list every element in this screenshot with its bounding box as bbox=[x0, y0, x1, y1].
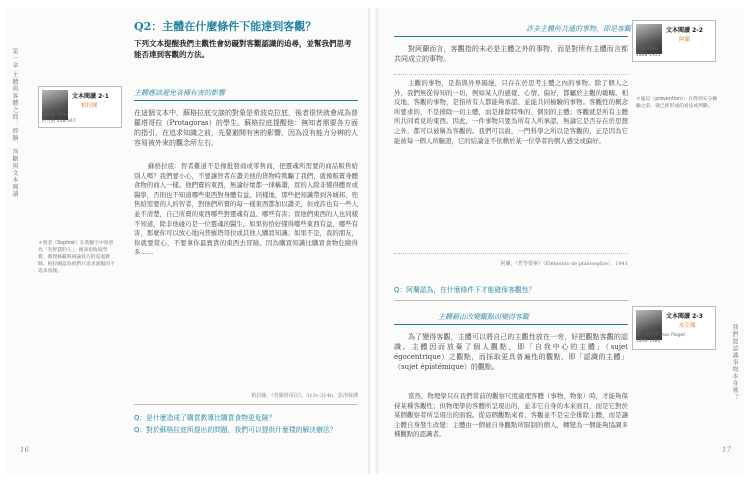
dialogue-text: 蘇格拉底：智者難道不是像批發商或零售商，把靈魂所需要的商品販售給別人嗎？我們要小心，不要讓智者在讚美他的貨物時欺騙了我們，就像販賣身體食物的商人一樣。他們賣的東西，無論好壞都一律稱讚，買的人除非懂得體育或醫學，否則也不知道哪些東西對身體有益。同樣地，那些把知識帶到各城邦、兜售給需要的人的智者，對他們所賣的每一樣東西都加以讚美，但或許也有一些人並不清楚，自己所賣的東西哪些對靈魂有益、哪些有害；買他們東西的人也同樣不知道，除非他碰巧是一位靈魂的醫生。如果你恰好懂得哪些東西有益、哪些有害，那麼你可以放心地向普羅塔哥拉或其他人購買知識；如果不是，我的朋友，你就要當心，不要拿你最寶貴的東西去冒險。因為購買知識比購買食物危險得多…… bbox=[134, 162, 358, 257]
section-heading: 主體應該避免各種有害的影響 bbox=[134, 89, 225, 97]
side-note: ＊偏見（prévention）：在得到充分檢驗之前，就已經形成的看法或判斷。 bbox=[636, 97, 718, 109]
card-author-name: 皮亞傑 bbox=[679, 323, 696, 329]
section-rule bbox=[394, 36, 628, 37]
card-meta: 阿蘭 Alain 1868-1951 bbox=[636, 47, 661, 58]
card-title: 文本閱讀 2-1 bbox=[72, 93, 109, 100]
card-author-name: 阿蘭 bbox=[679, 37, 691, 43]
intro-text: 下列文本提醒我們主觀性會妨礙對客觀認識的追尋，並幫我們思考能否達到客觀的方法。 bbox=[134, 39, 352, 59]
citation: 柏拉圖，《普羅塔哥拉》，313c-314b，彭清發譯 bbox=[251, 393, 358, 399]
question-2: Q：對於蘇格拉底所提出的問題，我們可以提供什麼樣的解決辦法？ bbox=[134, 426, 337, 434]
author-card bbox=[38, 86, 122, 128]
paragraph: 為了變得客觀，主體可以將自己的主觀性放在一旁，好把觀點客觀的認識。主體因而放棄了個人觀點，即「自我中心的主體」（sujet égocentrique）之觀點，而採取更具普遍性的觀點，即「認識的主體」（sujet épistémique）的觀點。 bbox=[394, 333, 628, 371]
section-heading: 主體藉由改變觀點而變得客觀 bbox=[438, 313, 529, 321]
page-number: 17 bbox=[722, 446, 731, 454]
section-rule bbox=[134, 100, 358, 101]
card-author-name: 柏拉圖 bbox=[81, 103, 98, 109]
page-number: 16 bbox=[20, 446, 29, 454]
book-gutter bbox=[368, 8, 378, 474]
divider bbox=[394, 300, 628, 301]
card-title: 文本閱讀 2-3 bbox=[666, 313, 703, 320]
section-heading: 許多主體所共通的事物，即是客觀 bbox=[526, 25, 631, 33]
running-head: 第一章 主體與客體之間：經驗、判斷與文本閱讀 bbox=[11, 48, 18, 198]
side-note: ＊智者（Sophist）在希臘字中原意為「有智慧的人」，後來指收取學費、教授修辭與辯論技巧的巡迴教師。柏拉圖認為他們只追求說服而不追求真理。 bbox=[38, 241, 115, 274]
paragraph: 在這個文本中，蘇格拉底交談的對象是希波克拉底，後者很快就會成為普羅塔哥拉（Protagoras）的學生。蘇格拉底提醒他：無知者需要各方面的指引，在追求知識之前，先要避開有害的影響，因為沒有能力分辨的人容易被外來的觀念所左右。 bbox=[134, 109, 358, 147]
card-meta: 柏拉圖 Plato 約元前 428-347 bbox=[42, 113, 76, 124]
question-1: Q：是什麼造成了購買教導比購買食物更危險？ bbox=[134, 414, 276, 422]
left-page bbox=[6, 8, 368, 474]
card-meta: 尚・皮亞傑 Jean Piaget 1896-1980 bbox=[636, 333, 686, 344]
quoted-text: 主觀的事物，是指與外界隔絕，只存在於思考主體之內的事物。除了個人之外，我們無從得知的一切，例如某人的感覺、心情、偏好，都屬於主觀的範疇。相反地，客觀的事物，是指所有人都能夠承認、並能共同檢驗的事物。客觀性的概念所要求的，不是排除一切主體，而是排除特殊的、個別的主體；客觀就是所有主體所共同看見的東西。因此，一件事物只要為所有人所承認，無論它是否存在於思想之外，都可以被稱為客觀的。我們可以說，一門科學之所以是客觀的，正是因為它能被每一個人所驗證，它的結論並不依賴於某一位學者的個人感受或偏好。 bbox=[394, 74, 628, 254]
paragraph: 對阿蘭而言，客觀指的未必是主體之外的事物，而是對所有主體而言都共同成立的事物。 bbox=[394, 45, 628, 63]
question-title: Q2：主體在什麼條件下能達到客觀？ bbox=[134, 20, 317, 33]
section-rule bbox=[394, 324, 628, 325]
author-card bbox=[632, 306, 716, 350]
question: Q：阿蘭認為，在什麼條件下才能確保客觀性？ bbox=[394, 286, 536, 294]
right-page bbox=[378, 8, 744, 474]
citation: 阿蘭，《哲學要素》（Éléments de philosophie），1941 bbox=[500, 261, 628, 267]
card-title: 文本閱讀 2-2 bbox=[666, 27, 703, 34]
divider bbox=[134, 404, 358, 405]
running-head: 我們能認識事物本身嗎？ bbox=[731, 324, 738, 401]
paragraph: 當然，物理學只在我們當前的觀察尺度處理客體（事物、物象）時，才能夠保持某種客觀性；但物理學的客體所呈現出的，並非它自身的本來面目，而是它對於某個觀察者所呈現出的面貌。從這個觀點來看，客觀並不是完全排除主體，而是讓主體自身發生改變：主體由一個被自身觀點所限制的個人，轉變為一個能夠協調多種觀點的認識者。 bbox=[394, 392, 628, 439]
author-card bbox=[632, 20, 716, 62]
